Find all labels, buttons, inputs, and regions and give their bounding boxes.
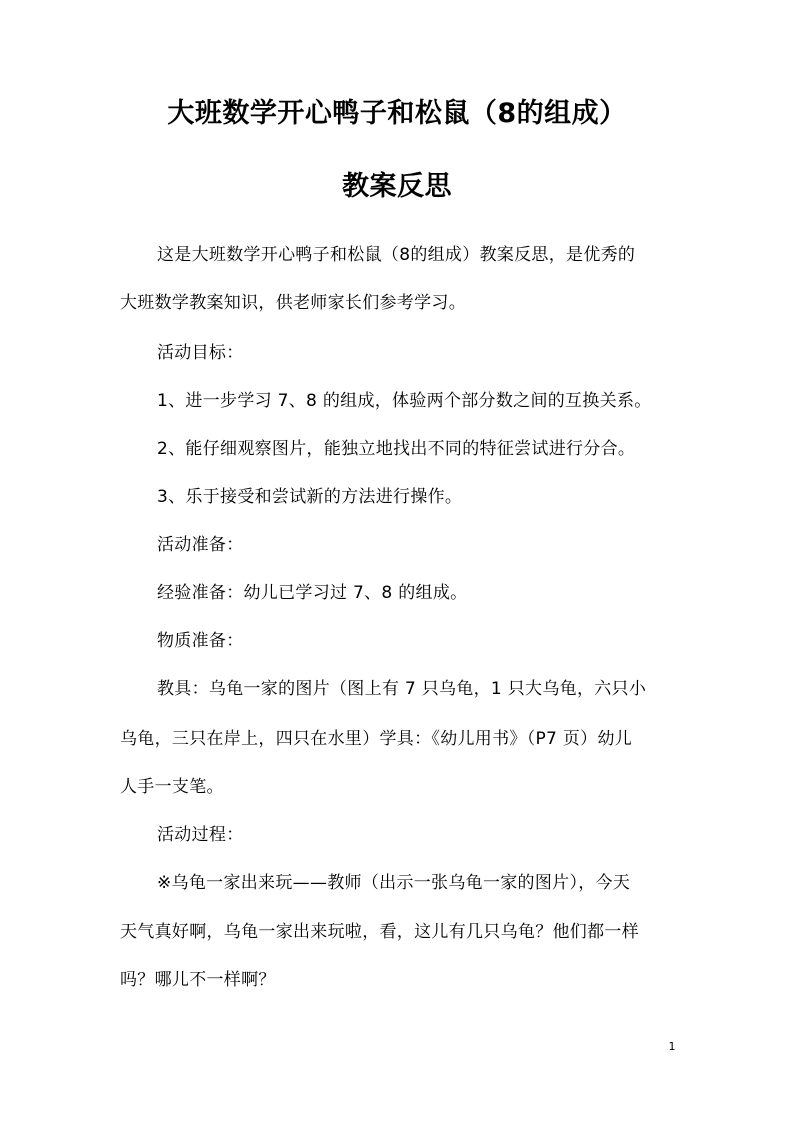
teaching-aids-line-3: 人手一支笔。 — [120, 777, 224, 797]
prep-heading: 活动准备： — [157, 535, 244, 555]
process-line-2: 天气真好啊，乌龟一家出来玩啦，看，这儿有几只乌龟？他们都一样 — [120, 922, 639, 942]
process-line-3: 吗？哪儿不一样啊？ — [120, 970, 276, 990]
intro-paragraph-line-2: 大班数学教案知识，供老师家长们参考学习。 — [120, 293, 466, 313]
teaching-aids-line-1: 教具：乌龟一家的图片（图上有 7 只乌龟，1 只大乌龟，六只小 — [157, 679, 647, 699]
document-title-line-2: 教案反思 — [342, 171, 452, 202]
process-line-1: ※乌龟一家出来玩——教师（出示一张乌龟一家的图片），今天 — [157, 873, 631, 893]
goal-item-2: 2、能仔细观察图片，能独立地找出不同的特征尝试进行分合。 — [157, 439, 636, 459]
intro-paragraph-line-1: 这是大班数学开心鸭子和松鼠（8的组成）教案反思，是优秀的 — [157, 245, 636, 265]
process-heading: 活动过程： — [157, 825, 244, 845]
prep-experience: 经验准备：幼儿已学习过 7、8 的组成。 — [157, 583, 468, 603]
document-title-line-1: 大班数学开心鸭子和松鼠（8的组成） — [167, 98, 627, 129]
prep-material-heading: 物质准备： — [157, 631, 244, 651]
goal-item-1: 1、进一步学习 7、8 的组成，体验两个部分数之间的互换关系。 — [157, 391, 652, 411]
page-number: 1 — [668, 1040, 676, 1053]
goal-item-3: 3、乐于接受和尝试新的方法进行操作。 — [157, 487, 463, 507]
teaching-aids-line-2: 乌龟，三只在岸上，四只在水里）学具：《幼儿用书》（P7 页）幼儿 — [120, 729, 633, 749]
goal-heading: 活动目标： — [157, 343, 244, 363]
